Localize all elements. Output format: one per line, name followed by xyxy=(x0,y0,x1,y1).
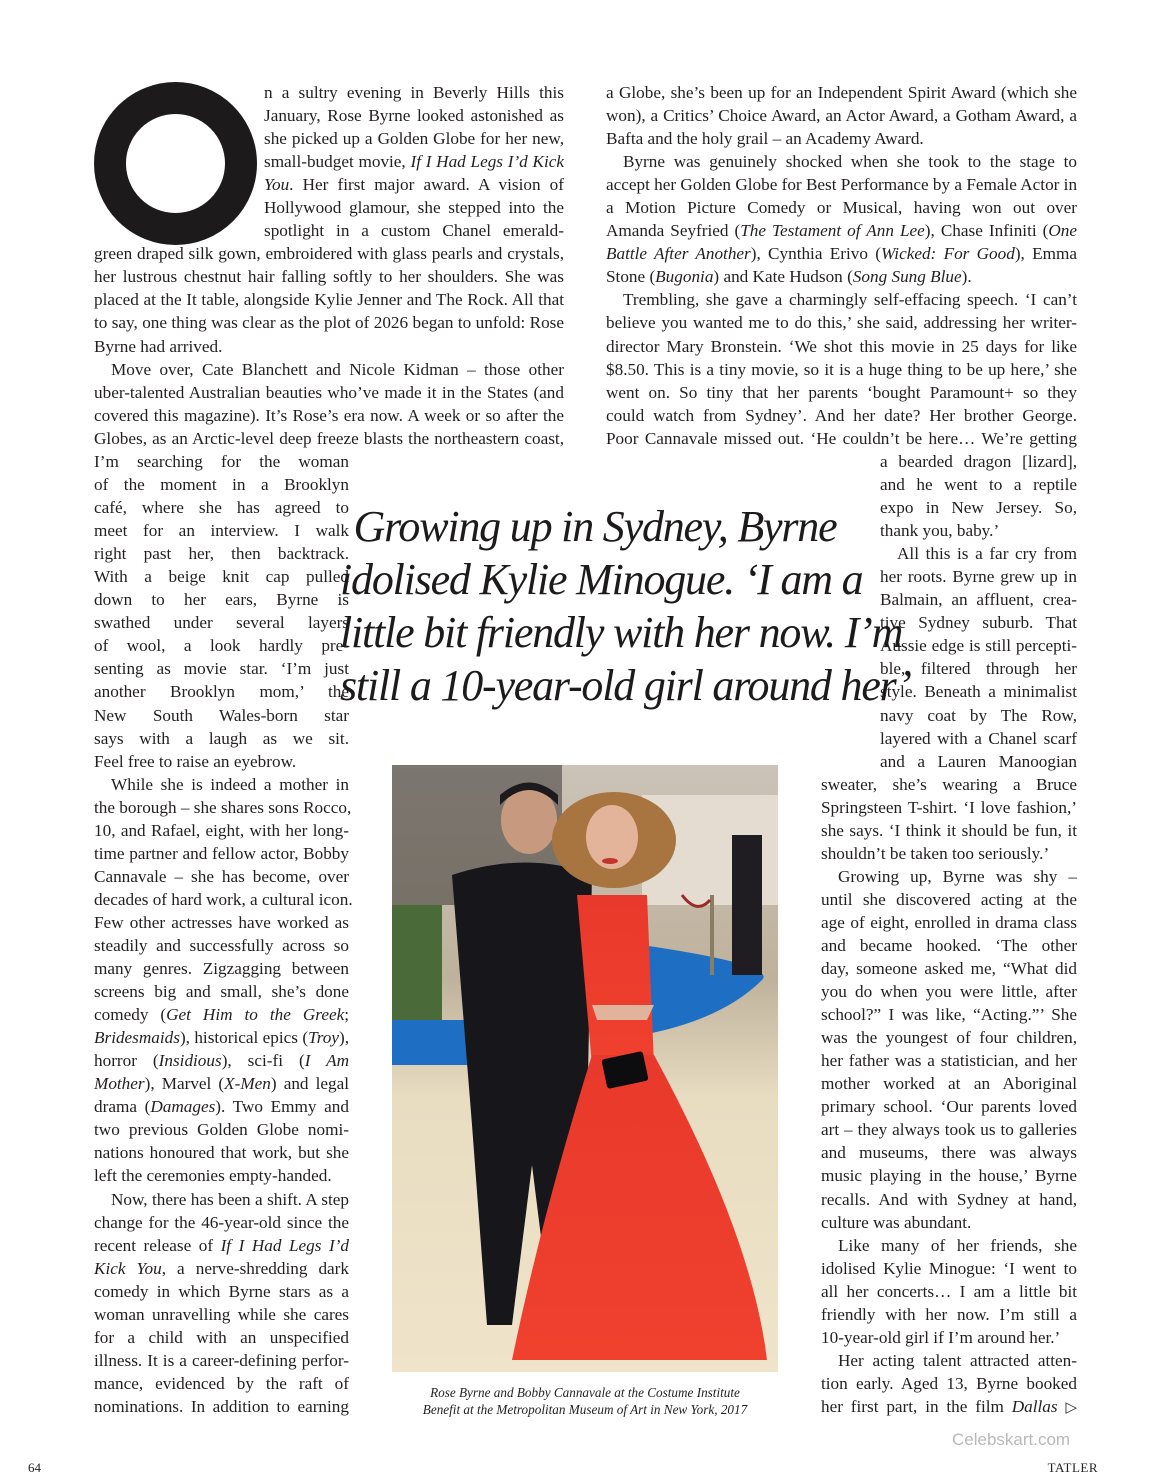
text-line: spotlight in a custom Chanel emerald- xyxy=(264,221,564,241)
text-line: shouldn’t be taken too seriously.’ xyxy=(821,843,1050,863)
text-run: ), Marvel ( xyxy=(144,1074,225,1094)
text-line: green draped silk gown, embroidered with glass pearls and crystals, xyxy=(94,244,564,264)
pull-quote xyxy=(340,500,911,712)
film-title: Dallas xyxy=(1011,1396,1058,1416)
text-run: ) and Kate Hudson ( xyxy=(713,267,853,287)
text-line: Few other actresses have worked as xyxy=(94,912,349,932)
pull-quote-line: still a 10-year-old girl around her’ xyxy=(340,661,911,710)
text-line: Now, there has been a shift. A step xyxy=(111,1189,349,1209)
article-column-1-top xyxy=(94,81,564,450)
text-line: Balmain, an affluent, crea- xyxy=(880,590,1077,610)
text-line: day, someone asked me, “What did xyxy=(821,959,1077,979)
text-line: all her concerts… I am a little bit xyxy=(821,1281,1077,1301)
text-line: layered with a Chanel scarf xyxy=(880,728,1077,748)
text-line: decades of hard work, a cultural icon. xyxy=(94,889,353,909)
text-line: sweater, she’s wearing a Bruce xyxy=(821,774,1077,794)
text-line: Aussie edge is still percepti- xyxy=(880,636,1077,656)
text-line: mother worked at an Aboriginal xyxy=(821,1074,1077,1094)
text-line: a bearded dragon [lizard], xyxy=(880,452,1077,471)
text-line: for a child with an unspecified xyxy=(94,1327,349,1347)
text-line: Cannavale – she has become, over xyxy=(94,866,349,886)
text-line: her father was a statistician, and her xyxy=(821,1051,1077,1071)
text-line: mance, evidenced by the raft of xyxy=(94,1373,349,1393)
text-line: tion early. Aged 13, Byrne booked xyxy=(821,1373,1077,1393)
text-line: tive Sydney suburb. That xyxy=(880,613,1077,633)
text-line: of the moment in a Brooklyn xyxy=(94,475,349,495)
film-title: You xyxy=(264,175,290,195)
text-line: believe you wanted me to do this,’ she said, addressing her writer- xyxy=(606,313,1077,333)
film-title: Get Him to the Greek xyxy=(166,1005,345,1025)
text-line: friendly with her now. I’m still a xyxy=(821,1304,1077,1324)
text-line: nominations. In addition to earning xyxy=(94,1396,349,1416)
text-run: horror ( xyxy=(94,1051,159,1071)
photo-caption xyxy=(392,1384,778,1418)
text-run: ), Emma xyxy=(1014,244,1077,264)
photo-couple-met-gala xyxy=(392,765,778,1372)
text-run: ), xyxy=(338,1028,349,1048)
text-run: ). xyxy=(961,267,972,287)
film-title: If I Had Legs I’d Kick xyxy=(410,152,564,172)
text-line: idolised Kylie Minogue: ‘I went to xyxy=(821,1258,1077,1278)
text-line xyxy=(606,219,1077,242)
text-line: comedy in which Byrne stars as a xyxy=(94,1281,349,1301)
caption-line: Benefit at the Metropolitan Museum of Art in New York, 2017 xyxy=(422,1402,748,1417)
text-line: expo in New Jersey. So, xyxy=(880,498,1077,518)
film-title: Song Sung Blue xyxy=(852,267,962,287)
text-line: school?” I was like, “Acting.”’ She xyxy=(821,1005,1077,1025)
text-line: time partner and fellow actor, Bobby xyxy=(94,843,349,863)
film-title: The Testament of Ann Lee xyxy=(740,221,925,241)
text-run: . Her first major award. A vision of xyxy=(289,175,564,195)
text-line: Globes, as an Arctic-level deep freeze blasts the northeastern coast, xyxy=(94,428,564,448)
text-line: thank you, baby.’ xyxy=(880,521,1000,541)
watermark: Celebskart.com xyxy=(952,1430,1071,1449)
film-title: One xyxy=(1048,221,1078,241)
text-line: change for the 46-year-old since the xyxy=(94,1212,349,1232)
page-number: 64 xyxy=(28,1460,41,1475)
text-line: another Brooklyn mom,’ the xyxy=(94,682,349,702)
photo-bystander xyxy=(732,835,762,975)
publication-name: TATLER xyxy=(1047,1460,1098,1475)
text-line: a Motion Picture Comedy or Musical, having won out over xyxy=(606,198,1077,218)
text-line: and museums, there was always xyxy=(821,1143,1077,1163)
text-line xyxy=(94,1026,349,1049)
text-line: 10, and Rafael, eight, with her long- xyxy=(94,820,349,840)
text-line: café, where she has agreed to xyxy=(94,498,349,518)
text-run: drama ( xyxy=(94,1097,151,1117)
text-line: covered this magazine). It’s Rose’s era now. A week or so after the xyxy=(94,405,564,425)
text-line: Move over, Cate Blanchett and Nicole Kidman – those other xyxy=(111,359,564,379)
text-line: With a beige knit cap pulled xyxy=(94,567,349,587)
text-line: screens big and small, she’s done xyxy=(94,982,349,1002)
text-line: Trembling, she gave a charmingly self-effacing speech. ‘I can’t xyxy=(623,290,1077,310)
film-title: Troy xyxy=(308,1028,339,1048)
text-run: ; xyxy=(344,1005,349,1025)
text-line: down to her ears, Byrne is xyxy=(94,590,349,610)
text-run: ), Chase Infiniti ( xyxy=(924,221,1049,241)
text-line: Like many of her friends, she xyxy=(838,1235,1077,1255)
text-line: ble, filtered through her xyxy=(880,659,1077,679)
text-line: she says. ‘I think it should be fun, it xyxy=(821,820,1077,840)
text-line xyxy=(264,173,564,196)
text-line: steadily and successfully across so xyxy=(94,935,349,955)
text-line: and a Lauren Manoogian xyxy=(880,751,1077,771)
text-line: Byrne was genuinely shocked when she took to the stage to xyxy=(623,152,1077,172)
text-line: and became hooked. ‘The other xyxy=(821,935,1077,955)
text-line: n a sultry evening in Beverly Hills this xyxy=(264,83,564,102)
text-run: Amanda Seyfried ( xyxy=(606,221,741,241)
text-line: accept her Golden Globe for Best Performance by a Female Actor in xyxy=(606,175,1078,195)
text-line: recalls. And with Sydney at hand, xyxy=(821,1189,1077,1209)
text-run: , a nerve-shredding dark xyxy=(161,1258,349,1278)
text-line: Feel free to raise an eyebrow. xyxy=(94,751,297,771)
film-title: Mother xyxy=(94,1074,145,1094)
film-title: Kick You xyxy=(94,1258,162,1278)
text-line: won), a Critics’ Choice Award, an Actor Award, a Gotham Award, a xyxy=(606,106,1077,126)
film-title: Wicked: For Good xyxy=(880,244,1015,264)
text-line: uber-talented Australian beauties who’ve made it in the States (and xyxy=(94,382,564,402)
text-line: to say, one thing was clear as the plot of 2026 began to unfold: Rose xyxy=(94,313,564,333)
text-line: art – they always took us to galleries xyxy=(821,1120,1077,1140)
text-line: 10-year-old girl if I’m around her.’ xyxy=(821,1327,1061,1347)
film-title: I Am xyxy=(304,1051,349,1071)
text-line: Growing up, Byrne was shy – xyxy=(838,866,1077,886)
photo-stanchion xyxy=(710,895,714,975)
text-line: All this is a far cry from xyxy=(897,544,1077,564)
text-line: January, Rose Byrne looked astonished as xyxy=(264,106,564,126)
text-line: meet for an interview. I walk xyxy=(94,521,349,541)
film-title: Battle After Another xyxy=(606,244,751,264)
text-line: $8.50. This is a tiny movie, so it is a huge thing to be up here,’ she xyxy=(606,359,1077,379)
text-line xyxy=(821,1395,1077,1418)
text-line xyxy=(606,265,1077,288)
text-line: two previous Golden Globe nomi- xyxy=(94,1120,349,1140)
photo-hedge xyxy=(392,905,442,1025)
text-run: small-budget movie, xyxy=(264,152,411,172)
text-run: ) and legal xyxy=(270,1074,349,1094)
text-line: she picked up a Golden Globe for her new, xyxy=(264,129,564,149)
text-line: Her acting talent attracted atten- xyxy=(838,1350,1077,1370)
text-line: and he went to a reptile xyxy=(880,475,1077,495)
text-line: you do when you were little, after xyxy=(821,982,1077,1002)
text-run: ), historical epics ( xyxy=(179,1028,309,1048)
text-line: Poor Cannavale missed out. ‘He couldn’t be here… We’re getting xyxy=(606,428,1077,448)
text-run: comedy ( xyxy=(94,1005,167,1025)
caption-line: Rose Byrne and Bobby Cannavale at the Costume Institute xyxy=(430,1385,740,1400)
film-title: Damages xyxy=(150,1097,216,1117)
article-column-1-lower xyxy=(94,450,353,1418)
text-line: I’m searching for the woman xyxy=(94,452,349,471)
text-line xyxy=(94,1095,349,1118)
text-line: until she discovered acting at the xyxy=(821,889,1077,909)
pull-quote-line: little bit friendly with her now. I’m xyxy=(340,608,903,657)
text-line: many genres. Zigzagging between xyxy=(94,959,349,979)
text-line xyxy=(94,1003,349,1026)
text-line: swathed under several layers xyxy=(94,613,349,633)
text-line: illness. It is a career-defining perfor- xyxy=(94,1350,349,1370)
film-title: Bridesmaids xyxy=(94,1028,180,1048)
text-line: right past her, then backtrack. xyxy=(94,544,349,564)
article-column-2-top xyxy=(606,81,1077,450)
text-line: Springsteen T-shirt. ‘I love fashion,’ xyxy=(821,797,1077,817)
text-line xyxy=(94,1072,349,1095)
text-run: recent release of xyxy=(94,1235,221,1255)
text-line xyxy=(94,1234,349,1257)
text-line: culture was abundant. xyxy=(821,1212,972,1232)
text-line: navy coat by The Row, xyxy=(880,705,1077,725)
text-line: placed at the It table, alongside Kylie Jenner and The Rock. All that xyxy=(94,290,564,310)
text-line: style. Beneath a minimalist xyxy=(880,682,1077,702)
text-line xyxy=(94,1049,349,1072)
text-line: a Globe, she’s been up for an Independent Spirit Award (which she xyxy=(606,83,1077,102)
text-line: Hollywood glamour, she stepped into the xyxy=(264,198,564,218)
text-line: her lustrous chestnut hair falling softly to her shoulders. She was xyxy=(94,267,564,287)
photo-illustration xyxy=(392,765,778,1372)
text-line: age of eight, enrolled in drama class xyxy=(821,912,1077,932)
continue-arrow-icon: ▷ xyxy=(1065,1397,1077,1416)
text-line: senting as movie star. ‘I’m just xyxy=(94,659,349,679)
text-line xyxy=(94,1257,349,1280)
text-line: Bafta and the holy grail – an Academy Award. xyxy=(606,129,924,149)
film-title: Bugonia xyxy=(655,267,714,287)
text-run: her first part, in the film xyxy=(821,1396,1012,1416)
text-line: director Mary Bronstein. ‘We shot this movie in 25 days for like xyxy=(606,336,1077,356)
film-title: If I Had Legs I’d xyxy=(220,1235,350,1255)
film-title: X-Men xyxy=(224,1074,271,1094)
text-run: ). Two Emmy and xyxy=(215,1097,349,1117)
text-line: While she is indeed a mother in xyxy=(111,774,349,794)
text-line: woman unravelling while she cares xyxy=(94,1304,349,1324)
text-line: primary school. ‘Our parents loved xyxy=(821,1097,1077,1117)
text-line: Byrne had arrived. xyxy=(94,336,223,356)
text-line: of wool, a look hardly pre- xyxy=(94,636,349,656)
text-line: could watch from Sydney’. And her date? Her brother George. xyxy=(606,405,1077,425)
text-line: went on. So tiny that her parents ‘bought Paramount+ so they xyxy=(606,382,1077,402)
text-line xyxy=(264,150,564,173)
text-line: says with a laugh as we sit. xyxy=(94,728,349,748)
text-line: music playing in the house,’ Byrne xyxy=(821,1166,1077,1186)
text-run: ), sci-fi ( xyxy=(221,1051,305,1071)
text-line: nations honoured that work, but she xyxy=(94,1143,349,1163)
pull-quote-line: Growing up in Sydney, Byrne xyxy=(353,502,837,551)
text-line: was the youngest of four children, xyxy=(821,1028,1077,1048)
text-run: ), Cynthia Erivo ( xyxy=(750,244,881,264)
pull-quote-line: idolised Kylie Minogue. ‘I am a xyxy=(340,555,863,604)
text-run: Stone ( xyxy=(606,267,656,287)
text-line: New South Wales-born star xyxy=(94,705,349,725)
film-title: Insidious xyxy=(158,1051,222,1071)
text-line: the borough – she shares sons Rocco, xyxy=(94,797,352,817)
text-line: her roots. Byrne grew up in xyxy=(880,567,1077,587)
text-line: left the ceremonies empty-handed. xyxy=(94,1166,332,1186)
text-line xyxy=(606,242,1077,265)
